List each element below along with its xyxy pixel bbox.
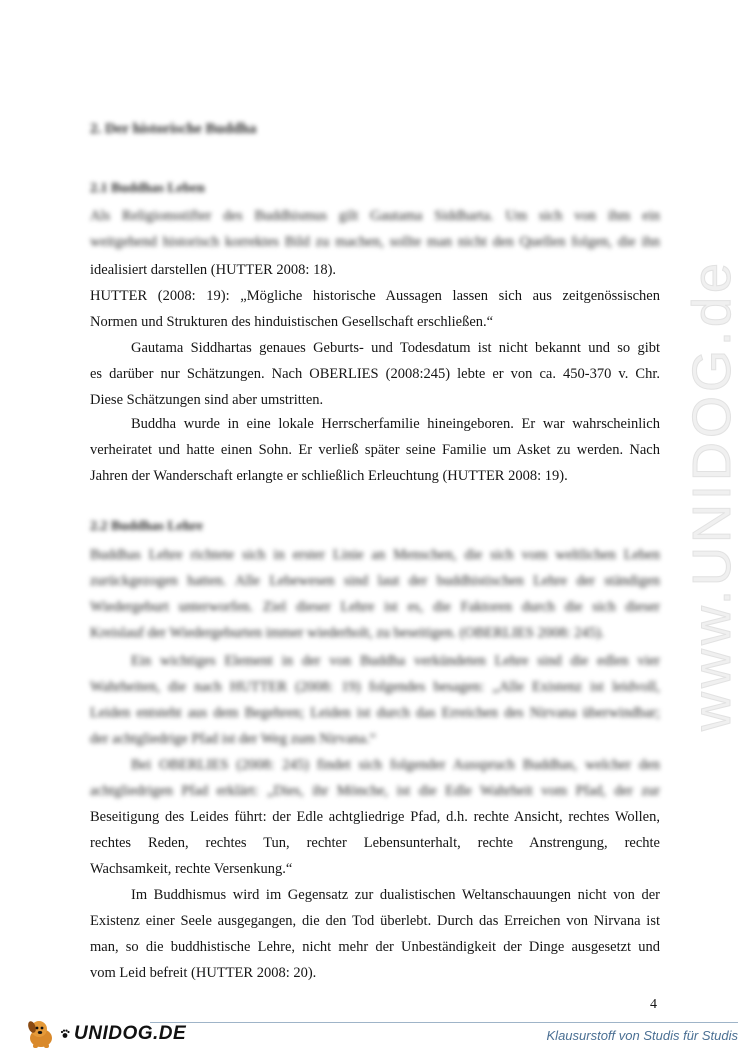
text-line: vom Leid befreit (HUTTER 2008: 20). [90,965,317,981]
paw-icon [60,1029,70,1039]
paragraph-quote [90,283,660,335]
logo-text: UNIDOG.DE [74,1023,187,1044]
text-line: Als Religionsstifter des Buddhismus gilt Gautama Siddharta. Um sich von ihm ein [90,208,660,224]
text-line: Im Buddhismus wird im Gegensatz zur dualistischen Weltanschauungen nicht von der [131,887,660,903]
text-line: Normen und Strukturen des hinduistischen Gesellschaft erschließen.“ [90,314,494,330]
blurred-paragraph-truths [90,648,660,752]
blurred-paragraph-intro [90,203,660,255]
text-line: Wachsamkeit, rechte Versenkung.“ [90,861,293,877]
chapter-heading: 2. Der historische Buddha [90,121,257,137]
watermark-text: www.UNIDOG.de [682,258,742,732]
page-number: 4 [650,997,657,1012]
text-line: verheiratet und hatte einen Sohn. Er verließ später seine Familie um Asket zu werden. Nach [90,442,660,458]
footer-tagline: Klausurstoff von Studis für Studis [546,1028,738,1043]
text-line: idealisiert darstellen (HUTTER 2008: 18). [90,262,337,278]
text-line: Wiedergeburt unterworfen. Ziel dieser Lehre ist es, die Faktoren durch die sich dieser [90,599,660,615]
paragraph-path [90,804,660,882]
text-line: der achtgliedrige Pfad ist der Weg zum Nirvana.“ [90,731,377,747]
text-line: zurückgezogen hatten. Alle Lebewesen sind laut der buddhistischen Lehre der ständigen [90,573,660,589]
text-line: Leiden entsteht aus dem Begehren; Leiden ist durch das Erreichen des Nirvana überwindbar; [90,705,660,721]
text-line: HUTTER (2008: 19): „Mögliche historische Aussagen lassen sich aus zeitgenössischen [90,288,660,304]
paragraph-intro-end [90,257,660,283]
dog-mascot-icon [24,1018,58,1050]
paragraph-dates [90,335,660,413]
text-line: Buddha wurde in eine lokale Herrscherfamilie hineingeboren. Er war wahrscheinlich [131,416,660,432]
text-line: Gautama Siddhartas genaues Geburts- und Todesdatum ist nicht bekannt und so gibt [131,340,660,356]
text-line: es darüber nur Schätzungen. Nach OBERLIES (2008:245) lebte er von ca. 450-370 v. Chr. [90,366,660,382]
blurred-paragraph-teaching [90,542,660,646]
text-line: Diese Schätzungen sind aber umstritten. [90,392,324,408]
paragraph-family [90,411,660,489]
text-line: achtgliedrigen Pfad erklärt: „Dies, ihr Mönche, ist die Edle Wahrheit vom Pfad, der zur [90,783,660,799]
blurred-paragraph-path [90,752,660,804]
text-line: Wahrheiten, die nach HUTTER (2008: 19) folgendes besagen: „Alle Existenz ist leidvoll, [90,679,660,695]
footer-divider [150,1022,738,1023]
text-line: Kreislauf der Wiedergeburten immer wiederholt, zu beseitigen. (OBERLIES 2008: 245). [90,625,605,641]
text-line: rechtes Reden, rechtes Tun, rechter Lebensunterhalt, rechte Anstrengung, rechte [90,835,660,851]
text-line: man, so die buddhistische Lehre, nicht mehr der Unbeständigkeit der Dinge ausgesetzt und [90,939,660,955]
section-heading-teaching: 2.2 Buddhas Lehre [90,519,203,534]
unidog-logo [24,1018,186,1050]
text-line: weitgehend historisch korrektes Bild zu machen, sollte man nicht den Quellen folgen, die ihn [90,234,660,250]
section-heading-life: 2.1 Buddhas Leben [90,181,205,196]
text-line: Bei OBERLIES (2008: 245) findet sich folgender Ausspruch Buddhas, welcher den [131,757,660,773]
text-line: Buddhas Lehre richtete sich in erster Linie an Menschen, die sich vom weltlichen Leben [90,547,660,563]
text-line: Beseitigung des Leides führt: der Edle achtgliedrige Pfad, d.h. rechte Ansicht, rechtes Wollen, [90,809,660,825]
text-line: Ein wichtiges Element in der von Buddha verkündeten Lehre sind die edlen vier [131,653,660,669]
text-line: Existenz einer Seele ausgegangen, die den Tod überlebt. Durch das Erreichen von Nirvana ist [90,913,660,929]
text-line: Jahren der Wanderschaft erlangte er schließlich Erleuchtung (HUTTER 2008: 19). [90,468,568,484]
paragraph-soul [90,882,660,986]
